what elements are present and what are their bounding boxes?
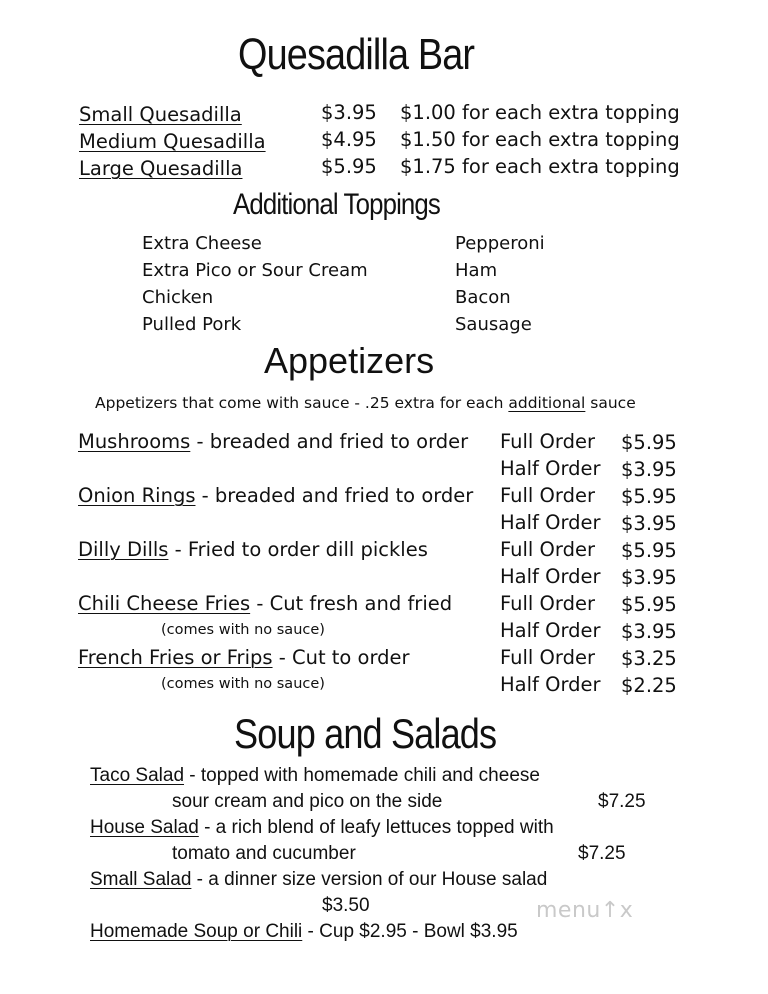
soup-item-price: $3.50 bbox=[322, 895, 370, 916]
size-price: $5.95 bbox=[321, 155, 377, 178]
soup-item-line bbox=[90, 869, 547, 891]
appetizer-desc: - Fried to order dill pickles bbox=[168, 538, 428, 561]
soup-item-name: Taco Salad bbox=[90, 765, 185, 786]
half-order-price: $3.95 bbox=[621, 458, 677, 481]
topping-item: Pulled Pork bbox=[142, 314, 242, 335]
note-underlined: additional bbox=[508, 394, 586, 412]
appetizer-line bbox=[78, 484, 473, 507]
full-order-label: Full Order bbox=[500, 592, 595, 615]
watermark-logo: menu↑x bbox=[536, 898, 634, 923]
full-order-price: $3.25 bbox=[621, 647, 677, 670]
half-order-price: $2.25 bbox=[621, 674, 677, 697]
size-extra: $1.50 for each extra topping bbox=[400, 128, 680, 151]
appetizer-name: Onion Rings bbox=[78, 484, 196, 507]
size-price: $4.95 bbox=[321, 128, 377, 151]
appetizer-name: Chili Cheese Fries bbox=[78, 592, 251, 615]
soup-item-desc: - topped with homemade chili and cheese bbox=[184, 765, 540, 786]
full-order-label: Full Order bbox=[500, 538, 595, 561]
appetizer-desc: - breaded and fried to order bbox=[190, 430, 469, 453]
half-order-label: Half Order bbox=[500, 511, 601, 534]
full-order-label: Full Order bbox=[500, 484, 595, 507]
soup-item-name: Small Salad bbox=[90, 869, 192, 890]
appetizer-sub-note: (comes with no sauce) bbox=[161, 622, 325, 638]
quesadilla-title: Quesadilla Bar bbox=[238, 30, 475, 79]
appetizer-sub-note: (comes with no sauce) bbox=[161, 676, 325, 692]
size-price: $3.95 bbox=[321, 101, 377, 124]
appetizer-desc: - Cut fresh and fried bbox=[250, 592, 453, 615]
soup-item-line bbox=[90, 765, 540, 787]
appetizer-name: Dilly Dills bbox=[78, 538, 169, 561]
appetizer-desc: - Cut to order bbox=[272, 646, 410, 669]
topping-item: Ham bbox=[455, 260, 498, 281]
full-order-price: $5.95 bbox=[621, 539, 677, 562]
soup-item-desc-line2: sour cream and pico on the side bbox=[172, 791, 443, 812]
appetizer-name: French Fries or Frips bbox=[78, 646, 273, 669]
half-order-label: Half Order bbox=[500, 619, 601, 642]
size-name: Small Quesadilla bbox=[79, 103, 242, 126]
soup-item-name: Homemade Soup or Chili bbox=[90, 921, 303, 942]
half-order-label: Half Order bbox=[500, 673, 601, 696]
soup-item-desc: - a rich blend of leafy lettuces topped with bbox=[198, 817, 554, 838]
soup-item-line bbox=[90, 817, 554, 839]
appetizer-name: Mushrooms bbox=[78, 430, 191, 453]
half-order-price: $3.95 bbox=[621, 512, 677, 535]
full-order-price: $5.95 bbox=[621, 593, 677, 616]
topping-item: Bacon bbox=[455, 287, 511, 308]
size-name: Large Quesadilla bbox=[79, 157, 243, 180]
soups-title: Soup and Salads bbox=[234, 710, 497, 757]
topping-item: Extra Pico or Sour Cream bbox=[142, 260, 368, 281]
appetizer-line bbox=[78, 538, 428, 561]
soup-item-price: $7.25 bbox=[578, 843, 626, 864]
topping-item: Extra Cheese bbox=[142, 233, 262, 254]
appetizer-line bbox=[78, 592, 452, 615]
size-name: Medium Quesadilla bbox=[79, 130, 266, 153]
topping-item: Chicken bbox=[142, 287, 214, 308]
size-extra: $1.00 for each extra topping bbox=[400, 101, 680, 124]
appetizer-line bbox=[78, 430, 468, 453]
soup-item-desc-line2: tomato and cucumber bbox=[172, 843, 356, 864]
soup-item-desc: - Cup $2.95 - Bowl $3.95 bbox=[302, 921, 518, 942]
full-order-label: Full Order bbox=[500, 646, 595, 669]
toppings-title: Additional Toppings bbox=[233, 188, 440, 221]
soup-item-line bbox=[90, 921, 518, 943]
full-order-label: Full Order bbox=[500, 430, 595, 453]
note-prefix: Appetizers that come with sauce - .25 extra for each bbox=[95, 394, 509, 412]
soup-item-price: $7.25 bbox=[598, 791, 646, 812]
topping-item: Pepperoni bbox=[455, 233, 545, 254]
appetizer-desc: - breaded and fried to order bbox=[195, 484, 474, 507]
topping-item: Sausage bbox=[455, 314, 532, 335]
appetizers-note bbox=[95, 394, 636, 412]
appetizers-title: Appetizers bbox=[264, 340, 435, 381]
full-order-price: $5.95 bbox=[621, 431, 677, 454]
half-order-label: Half Order bbox=[500, 565, 601, 588]
full-order-price: $5.95 bbox=[621, 485, 677, 508]
appetizer-line bbox=[78, 646, 410, 669]
soup-item-desc: - a dinner size version of our House salad bbox=[191, 869, 548, 890]
note-suffix: sauce bbox=[585, 394, 636, 412]
half-order-price: $3.95 bbox=[621, 566, 677, 589]
half-order-label: Half Order bbox=[500, 457, 601, 480]
soup-item-name: House Salad bbox=[90, 817, 199, 838]
half-order-price: $3.95 bbox=[621, 620, 677, 643]
size-extra: $1.75 for each extra topping bbox=[400, 155, 680, 178]
